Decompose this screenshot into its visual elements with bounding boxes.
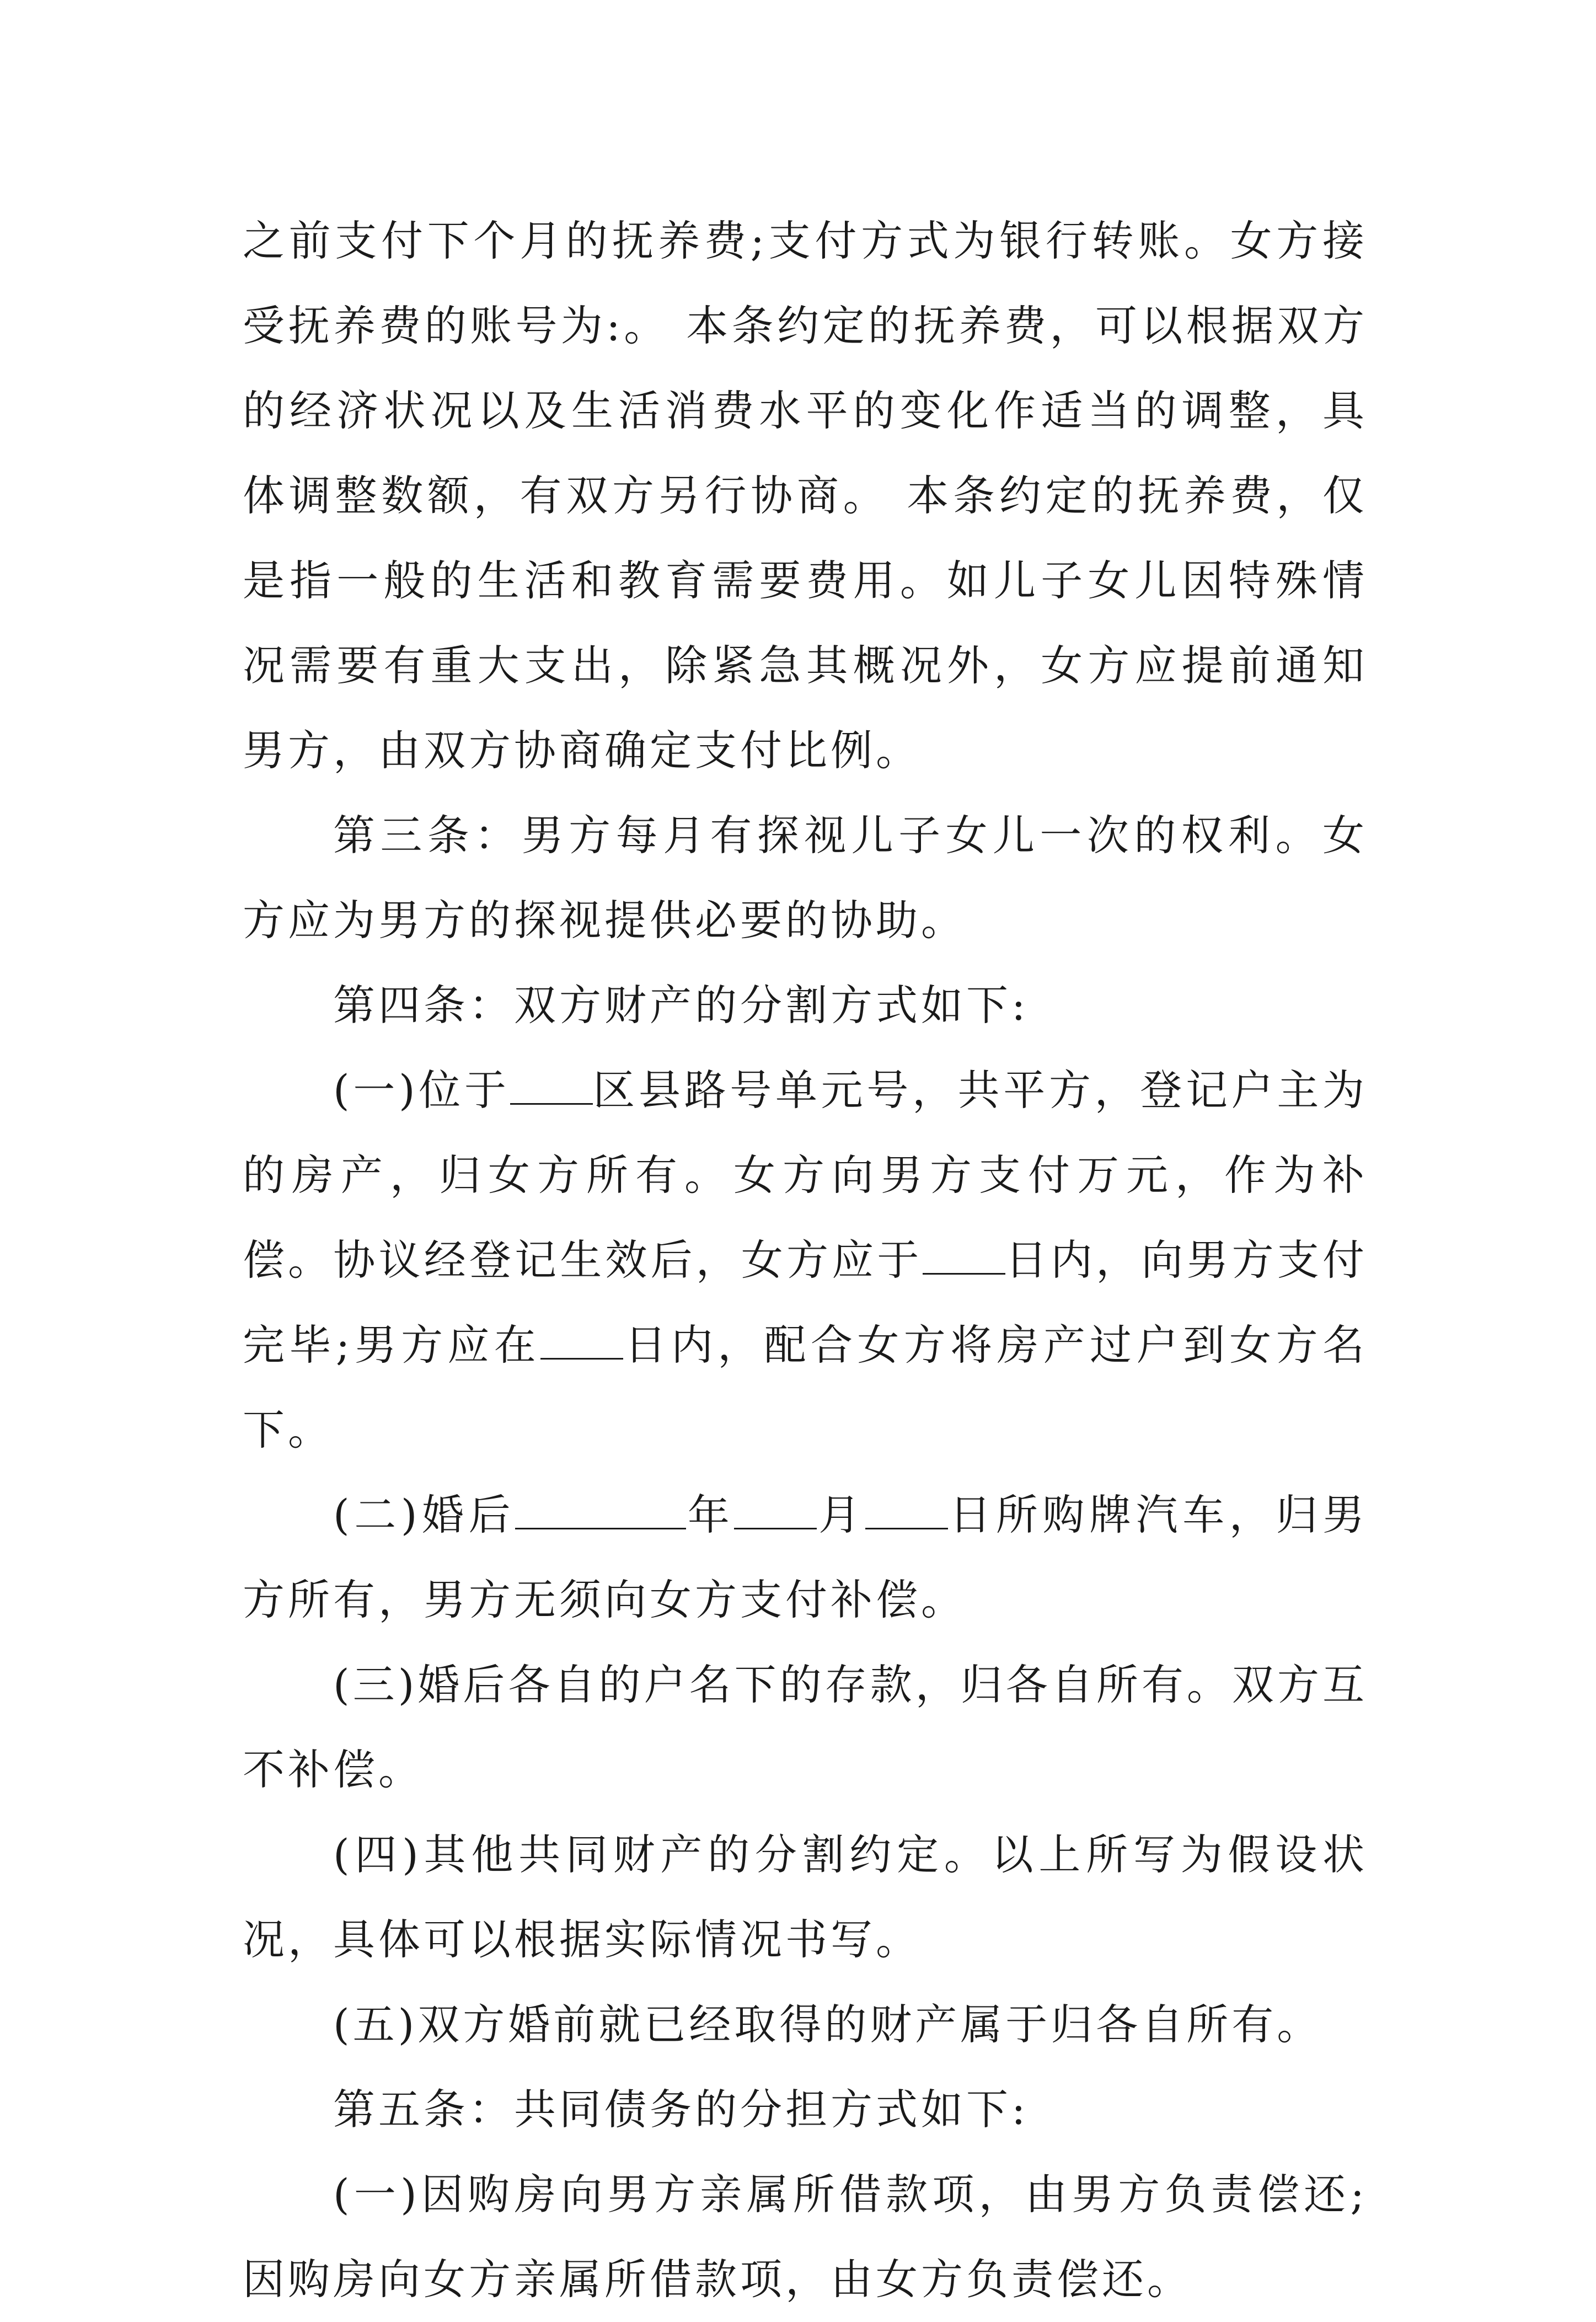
paragraph-article-4-item-1 [243,1048,1368,1473]
fill-blank-line [923,1237,1005,1275]
item-text: 日内，配合女方将房产过户到女方名下。 [243,1320,1368,1454]
item-text: (一)位于 [333,1066,510,1115]
paragraph-child-support: 之前支付下个月的抚养费;支付方式为银行转账。女方接受抚养费的账号为:。 本条约定的抚养费，可以根据双方的经济状况以及生活消费水平的变化作适当的调整，具体调整数额，有双方另行协商。 本条约定的抚养费，仅是指一般的生活和教育需要费用。如儿子女儿因特殊情况需要有重大支出，除紧急其概况外，女方应提前通知男方，由双方协商确定支付比例。 [243,216,1368,775]
item-text: 年 [686,1490,735,1539]
item-text: 月 [817,1490,865,1539]
item-text: (二)婚后 [333,1490,516,1539]
item-text: 日内，向男方支付完毕;男方应在 [243,1235,1368,1369]
item-text: 日所购牌汽车，归男方所有，男方无须向女方支付补偿。 [243,1490,1368,1624]
paragraph-article-4-item-2 [243,1473,1368,1642]
paragraph-article-4-item-4: (四)其他共同财产的分割约定。以上所写为假设状况，具体可以根据实际情况书写。 [243,1830,1368,1964]
paragraph-article-5-item-1: (一)因购房向男方亲属所借款项，由男方负责偿还;因购房向女方亲属所借款项，由女方负责偿还。 [243,2170,1368,2304]
paragraph-article-4-heading: 第四条：双方财产的分割方式如下: [333,981,1029,1030]
paragraph-article-3: 第三条：男方每月有探视儿子女儿一次的权利。女方应为男方的探视提供必要的协助。 [243,811,1368,945]
fill-blank-line [734,1491,817,1529]
fill-blank-line [510,1067,593,1105]
fill-blank-line [540,1321,623,1360]
fill-blank-line [515,1491,686,1529]
document-body [243,199,1368,2322]
item-text: 区县路号单元号，共平方，登记户主为的房产，归女方所有。女方向男方支付万元，作为补偿。协议经登记生效后，女方应于 [243,1066,1368,1285]
paragraph-article-4-item-5: (五)双方婚前就已经取得的财产属于归各自所有。 [333,2000,1322,2049]
paragraph-article-5-heading: 第五条：共同债务的分担方式如下: [333,2085,1029,2134]
fill-blank-line [865,1491,948,1529]
paragraph-article-4-item-3: (三)婚后各自的户名下的存款，归各自所有。双方互不补偿。 [243,1660,1368,1794]
